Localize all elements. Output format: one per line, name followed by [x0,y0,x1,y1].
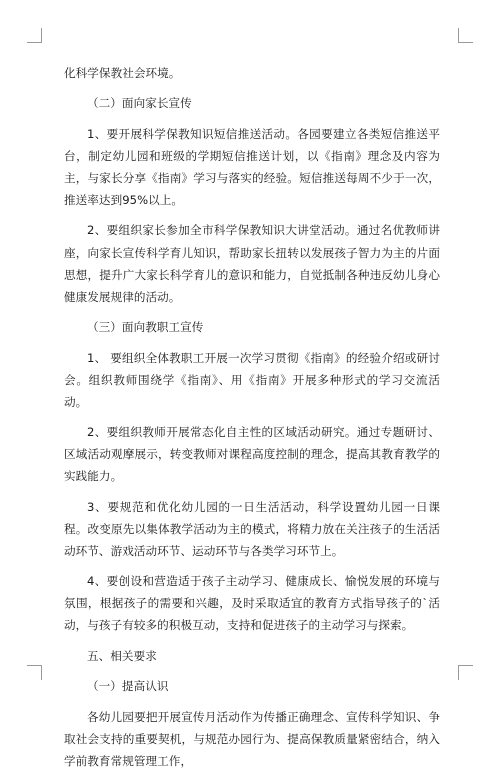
section-heading: （二）面向家长宣传 [87,96,192,111]
crop-mark-bottom-left [27,665,42,680]
paragraph: 1、要开展科学保教知识短信推送活动。各园要建立各类短信推送平台，制定幼儿园和班级的学期短信推送计划，以《指南》理念及内容为主，与家长分享《指南》学习与落实的经验。短信推送每周不少于一次，推送率达到95%以上。 [64,126,440,208]
crop-mark-top-right [458,28,473,43]
paragraph: 化科学保教社会环境。 [64,66,181,80]
document-body [64,62,440,780]
paragraph: 2、要组织教师开展常态化自主性的区域活动研究。通过专题研讨、区域活动观摩展示，转变教师对课程高度控制的理念，提高其教育教学的实践能力。 [64,425,440,484]
section-heading: （三）面向教职工宣传 [87,320,204,335]
section-heading: 五、相关要求 [87,648,157,663]
paragraph: 各幼儿园要把开展宣传月活动作为传播正确理念、宣传科学知识、争取社会支持的重要契机，与规范办园行为、提高保教质量紧密结合，纳入学前教育常规管理工作， [64,709,440,768]
paragraph: 2、要组织家长参加全市科学保教知识大讲堂活动。通过名优教师讲座，向家长宣传科学育儿知识，帮助家长扭转以发展孩子智力为主的片面思想，提升广大家长科学育儿的意识和能力，自觉抵制各种违反幼儿身心健康发展规律的活动。 [64,223,440,304]
paragraph: 3、要规范和优化幼儿园的一日生活活动，科学设置幼儿园一日课程。改变原先以集体教学活动为主的模式，将精力放在关注孩子的生活活动环节、游戏活动环节、运动环节与各类学习环节上。 [64,499,440,558]
crop-mark-bottom-right [458,665,473,680]
paragraph: 1、 要组织全体教职工开展一次学习贯彻《指南》的经验介绍或研讨会。组织教师围绕学《指南》、用《指南》开展多种形式的学习交流活动。 [64,350,440,409]
paragraph: 4、要创设和营造适于孩子主动学习、健康成长、愉悦发展的环境与氛围，根据孩子的需要和兴趣，及时采取适宜的教育方式指导孩子的`活动，与孩子有较多的积极互动，支持和促进孩子的主动学习与探索。 [64,574,440,633]
crop-mark-top-left [27,28,42,43]
section-heading: （一）提高认识 [87,679,169,694]
